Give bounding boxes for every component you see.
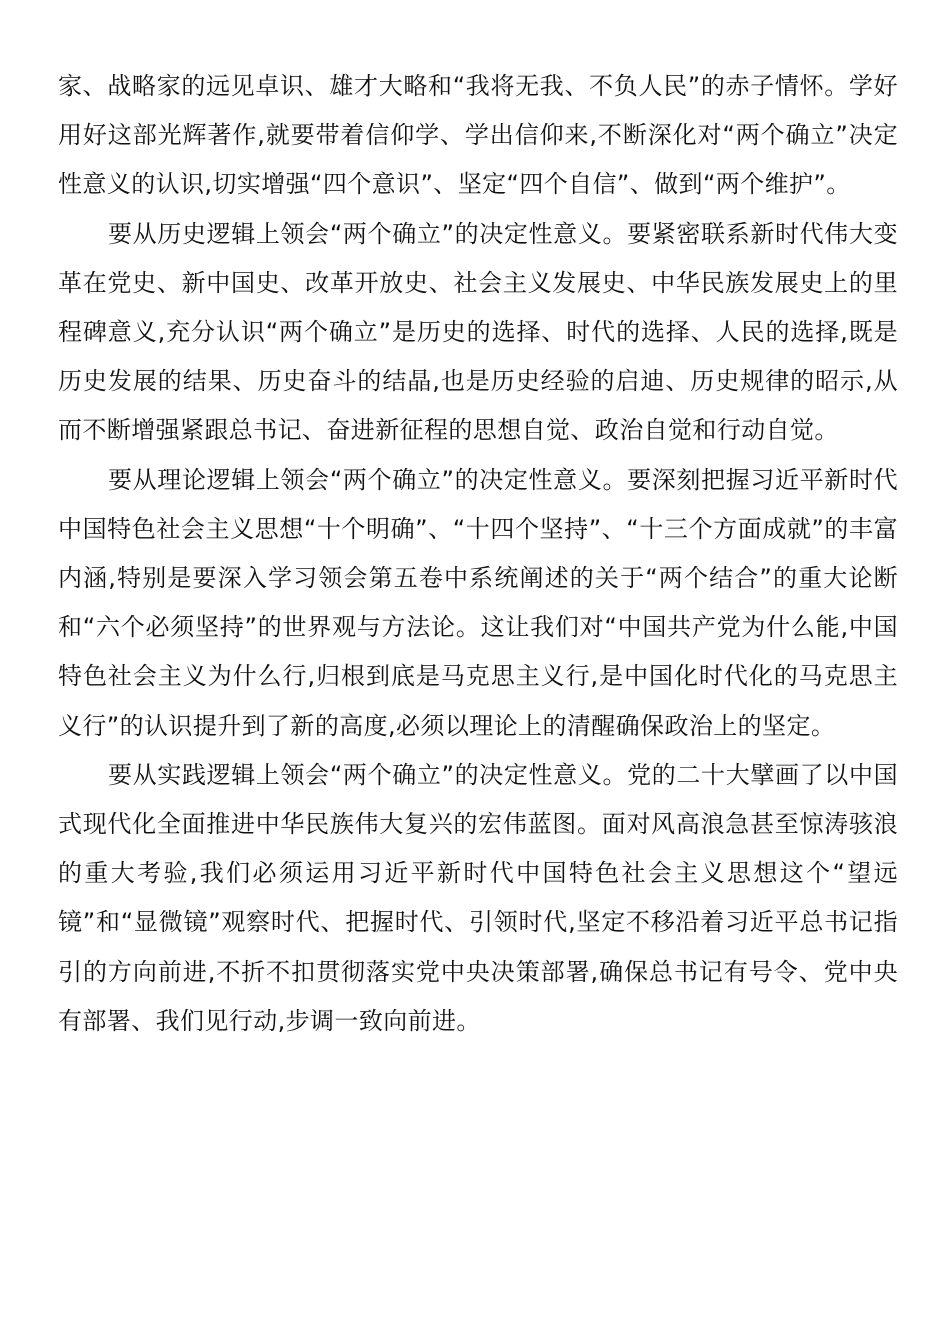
paragraph-historical-logic: 要从历史逻辑上领会“两个确立”的决定性意义。要紧密联系新时代伟大变革在党史、新中国史、改革开放史、社会主义发展史、中华民族发展史上的里程碑意义,充分认识“两个确立”是历史的选择、时代的选择、人民的选择,既是历史发展的结果、历史奋斗的结晶,也是历史经验的启迪、历史规律的昭示,从而不断增强紧跟总书记、奋进新征程的思想自觉、政治自觉和行动自觉。 (58, 219, 898, 445)
paragraph-continuation: 家、战略家的远见卓识、雄才大略和“我将无我、不负人民”的赤子情怀。学好用好这部光辉著作,就要带着信仰学、学出信仰来,不断深化对“两个确立”决定性意义的认识,切实增强“四个意识”、坚定“四个自信”、做到“两个维护”。 (58, 72, 898, 199)
paragraph-practical-logic: 要从实践逻辑上领会“两个确立”的决定性意义。党的二十大擘画了以中国式现代化全面推进中华民族伟大复兴的宏伟蓝图。面对风高浪急甚至惊涛骇浪的重大考验,我们必须运用习近平新时代中国特色社会主义思想这个“望远镜”和“显微镜”观察时代、把握时代、引领时代,坚定不移沿着习近平总书记指引的方向前进,不折不扣贯彻落实党中央决策部署,确保总书记有号令、党中央有部署、我们见行动,步调一致向前进。 (58, 760, 898, 1035)
paragraph-theoretical-logic: 要从理论逻辑上领会“两个确立”的决定性意义。要深刻把握习近平新时代中国特色社会主义思想“十个明确”、“十四个坚持”、“十三个方面成就”的丰富内涵,特别是要深入学习领会第五卷中系统阐述的关于“两个结合”的重大论断和“六个必须坚持”的世界观与方法论。这让我们对“中国共产党为什么能,中国特色社会主义为什么行,归根到底是马克思主义行,是中国化时代化的马克思主义行”的认识提升到了新的高度,必须以理论上的清醒确保政治上的坚定。 (58, 465, 898, 740)
document-body (58, 62, 898, 1046)
